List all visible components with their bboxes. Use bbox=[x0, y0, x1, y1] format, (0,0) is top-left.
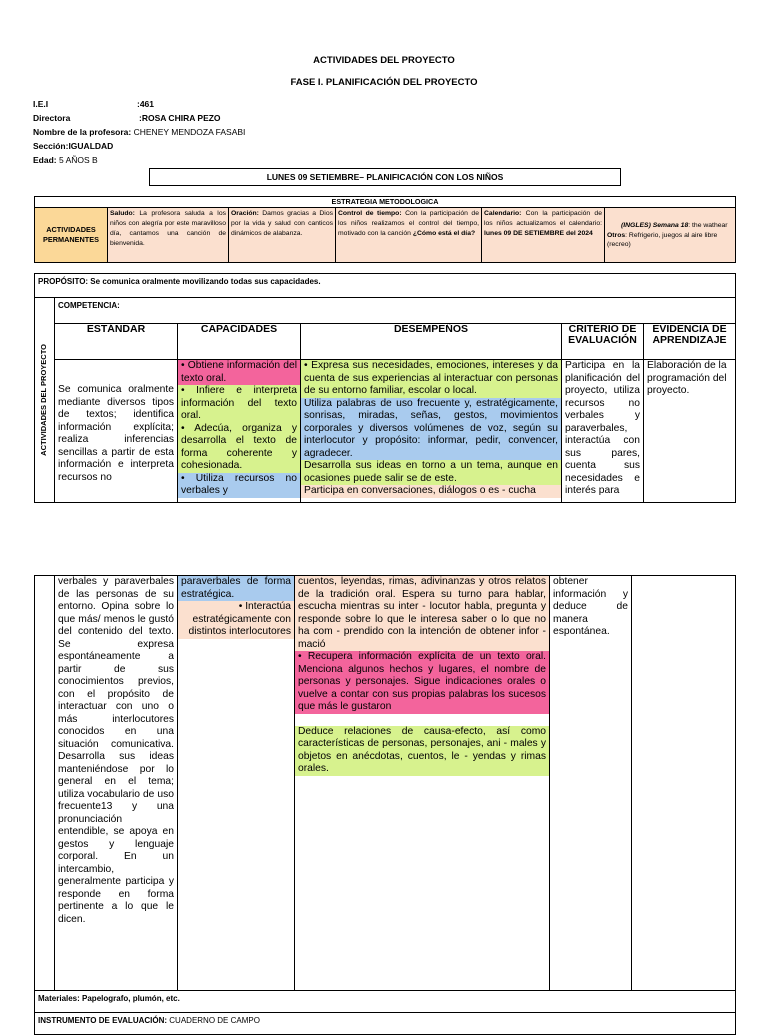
desempeno-3: Desarrolla sus ideas en torno a un tema, aunque en ocasiones puede salir se de este. bbox=[301, 460, 561, 485]
estrategia-table bbox=[34, 196, 736, 263]
materiales-cell: Materiales: Papelografo, plumón, etc. bbox=[35, 991, 736, 1013]
capacidad-4-cont: paraverbales de forma estratégica. bbox=[178, 576, 294, 601]
evidencia-text: Elaboración de la programación del proyecto. bbox=[647, 360, 727, 396]
day-title-box: LUNES 09 SETIEMBRE– PLANIFICACIÓN CON LOS NIÑOS bbox=[149, 168, 621, 186]
criterio-text: Participa en la planificación del proyecto, utiliza recursos no verbales y paraverbales, interactúa con sus pares, cuenta sus necesidades e interés para bbox=[565, 360, 640, 496]
competencias-table-page1 bbox=[34, 273, 736, 503]
permanentes-cell: ACTIVIDADES PERMANENTES bbox=[35, 208, 108, 263]
evidencia-cell bbox=[644, 360, 736, 503]
otros-text: : Refrigerio, juegos al aire libre (recreo) bbox=[607, 231, 718, 249]
criterio-cont-text: obtener información y deduce de manera espontánea. bbox=[553, 576, 628, 637]
desempenos-cont-cell bbox=[295, 576, 550, 991]
edad-row bbox=[33, 153, 245, 167]
saludo-cell bbox=[108, 208, 229, 263]
seccion-row bbox=[33, 139, 245, 153]
instrumento-value: CUADERNO DE CAMPO bbox=[167, 1016, 260, 1025]
profesora-row bbox=[33, 125, 245, 139]
desempeno-2: Utiliza palabras de uso frecuente y, estratégicamente, sonrisas, miradas, señas, gestos, movimientos corporales y diversos volúmenes de voz, según su interlocutor y propósito: informar, pedir, convencer, agradecer. bbox=[301, 398, 561, 461]
capacidades-cell bbox=[178, 360, 301, 503]
desempeno-4: Participa en conversaciones, diálogos o es - cucha bbox=[301, 485, 561, 498]
desempeno-4-cont: cuentos, leyendas, rimas, adivinanzas y otros relatos de la tradición oral. Espera su turno para hablar, escucha mientras su inter - locutor habla, pregunta y responde sobre lo que le interesa saber o lo que no ha com - prendido con la intención de obtener infor - mació bbox=[295, 576, 549, 651]
otros-label: Otros bbox=[607, 231, 626, 239]
estandar-cont-text: verbales y paraverbales de las personas de su entorno. Opina sobre lo que más/ menos le gustó del contenido del texto. Se expresa espontáneamente a partir de sus conocimientos previos, con el propósito de interactuar con uno o más interlocutores conocidos en una situación comunicativa. Desarrolla sus ideas manteniéndose por lo general en el tema; utiliza vocabulario de uso frecuente13 y una pronunciación entendible, se apoya en gestos y lenguaje corporal. En un intercambio, generalmente participa y responde en forma pertinente a lo que le dicen. bbox=[58, 576, 174, 925]
criterio-cont-cell bbox=[550, 576, 632, 991]
info-block bbox=[33, 97, 245, 167]
capacidad-5: • Interactúa estratégicamente con distintos interlocutores bbox=[178, 601, 294, 639]
desempeno-1: • Expresa sus necesidades, emociones, intereses y da cuenta de sus experiencias al interactuar con personas de su entorno familiar, escolar o local. bbox=[301, 360, 561, 398]
directora-value: :ROSA CHIRA PEZO bbox=[139, 113, 221, 123]
profesora-value: CHENEY MENDOZA FASABI bbox=[131, 127, 246, 137]
oracion-text: Damos gracias a Dios por la vida y salud con canticos dinámicos de alabanza. bbox=[231, 210, 333, 238]
edad-value: 5 AÑOS B bbox=[56, 155, 98, 165]
instrumento-label: INSTRUMENTO DE EVALUACIÓN: bbox=[38, 1016, 168, 1025]
seccion-value: IGUALDAD bbox=[68, 141, 114, 151]
edad-label: Edad: bbox=[33, 155, 57, 165]
header-criterio: CRITERIO DE EVALUACIÓN bbox=[562, 324, 644, 360]
control-label: Control de tiempo: bbox=[338, 210, 402, 218]
directora-row bbox=[33, 111, 245, 125]
saludo-text: La profesora saluda a los niños con alegría por este maravilloso día, cantamos una canción de bienvenida. bbox=[110, 210, 226, 247]
competencia-cell: COMPETENCIA: bbox=[55, 298, 736, 324]
oracion-cell bbox=[229, 208, 336, 263]
header-capacidades: CAPACIDADES bbox=[178, 324, 301, 360]
competencias-table-page2 bbox=[34, 575, 736, 1035]
side-blank-cell bbox=[35, 576, 55, 991]
iei-label: I.E.I bbox=[33, 99, 49, 109]
ingles-label: (INGLES) Semana 18 bbox=[621, 221, 689, 229]
iei-value: :461 bbox=[137, 99, 155, 109]
evidencia-cont-cell bbox=[632, 576, 736, 991]
calendario-bold: lunes 09 DE SETIEMBRE del 2024 bbox=[484, 230, 593, 238]
ingles-text: : the wathear bbox=[688, 221, 728, 229]
control-text: Con la participación de los niños realizamos el control del tiempo, motivado con la canción bbox=[338, 210, 479, 238]
desempeno-6: Deduce relaciones de causa-efecto, así como características de personas, personajes, ani - males y objetos en anécdotas, cuentos, le - yendas y rimas orales. bbox=[295, 726, 549, 776]
capacidad-3: • Adecúa, organiza y desarrolla el texto de forma coherente y cohesionada. bbox=[178, 423, 300, 473]
side-label-cell bbox=[35, 298, 55, 503]
header-evidencia: EVIDENCIA DE APRENDIZAJE bbox=[644, 324, 736, 360]
header-desempenos: DESEMPEÑOS bbox=[301, 324, 562, 360]
estandar-text: Se comunica oralmente mediante diversos tipos de textos; identifica información explícita; realiza inferencias sencillas a partir de esta información e interpreta recursos no bbox=[58, 384, 174, 483]
desempeno-5: • Recupera información explícita de un texto oral. Menciona algunos hechos y lugares, el nombre de personas y personajes. Sigue indicaciones orales o vuelve a contar con sus propias palabras los sucesos que más le gustaron bbox=[295, 651, 549, 714]
oracion-label: Oración: bbox=[231, 210, 259, 218]
document-title: ACTIVIDADES DEL PROYECTO bbox=[313, 55, 455, 66]
side-label: ACTIVIDADES DEL PROYECTO bbox=[39, 344, 49, 456]
iei-row bbox=[33, 97, 245, 111]
profesora-label: Nombre de la profesora: bbox=[33, 127, 132, 137]
estandar-cont-cell bbox=[55, 576, 178, 991]
calendario-cell bbox=[482, 208, 605, 263]
estrategia-header: ESTRATEGIA METODOLOGICA bbox=[35, 197, 736, 208]
directora-label: Directora bbox=[33, 113, 71, 123]
control-cell bbox=[336, 208, 482, 263]
estandar-cell bbox=[55, 360, 178, 503]
saludo-label: Saludo: bbox=[110, 210, 135, 218]
document-subtitle: FASE I. PLANIFICACIÓN DEL PROYECTO bbox=[290, 77, 478, 88]
header-estandar: ESTÁNDAR bbox=[55, 324, 178, 360]
proposito-cell: PROPÓSITO: Se comunica oralmente movilizando todas sus capacidades. bbox=[35, 274, 736, 298]
control-bold: ¿Cómo está el día? bbox=[412, 230, 476, 238]
calendario-label: Calendario: bbox=[484, 210, 522, 218]
criterio-cell bbox=[562, 360, 644, 503]
capacidad-4: • Utiliza recursos no verbales y bbox=[178, 473, 300, 498]
calendario-text: Con la participación de los niños actualizamos el calendario: bbox=[484, 210, 602, 228]
ingles-cell bbox=[605, 208, 736, 263]
capacidades-cont-cell bbox=[178, 576, 295, 991]
capacidad-1: • Obtiene información del texto oral. bbox=[178, 360, 300, 385]
desempenos-cell bbox=[301, 360, 562, 503]
capacidad-2: • Infiere e interpreta información del texto oral. bbox=[178, 385, 300, 423]
seccion-label: Sección: bbox=[33, 141, 69, 151]
